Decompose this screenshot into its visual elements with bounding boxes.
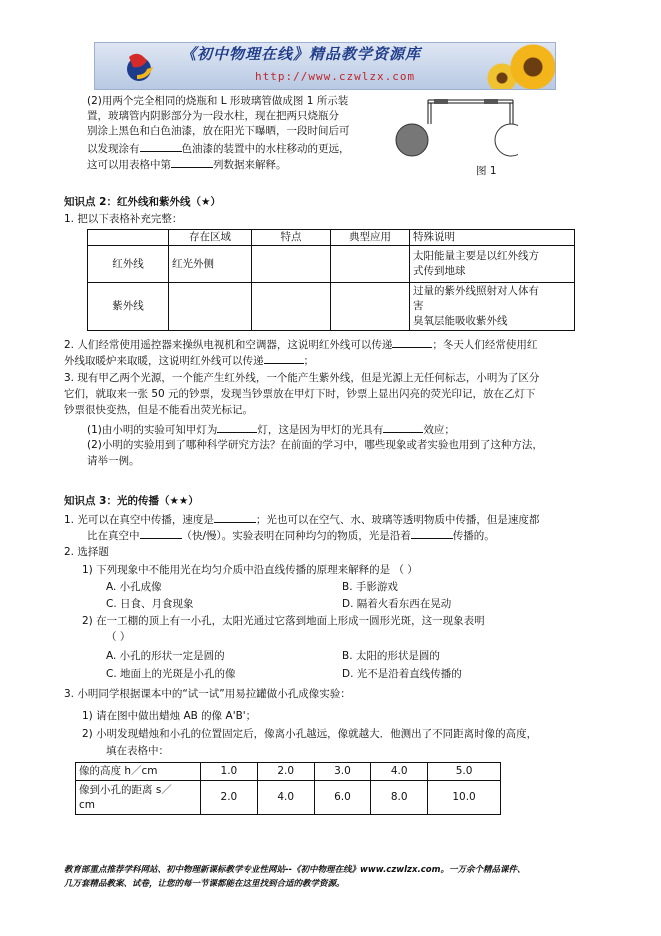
question-text: 钞票很快变热，但是不能看出荧光标记。	[64, 404, 253, 416]
blank-field[interactable]	[383, 421, 423, 433]
blank-field[interactable]	[214, 511, 256, 523]
choice-option[interactable]: D. 隔着火看东西在晃动	[342, 598, 452, 610]
choice-option[interactable]: C. 日食、月食现象	[106, 598, 194, 610]
blank-field[interactable]	[411, 527, 453, 539]
choice-option[interactable]: B. 手影游戏	[342, 581, 398, 593]
table-cell-empty[interactable]	[252, 283, 331, 331]
intro-line: 置，玻璃管内阴影部分为一段水柱，现在把两只烧瓶分	[87, 110, 339, 122]
choice-option[interactable]: A. 小孔成像	[106, 581, 162, 593]
table-header-row: 存在区域 特点 典型应用 特殊说明	[88, 230, 575, 246]
header-banner	[94, 42, 556, 90]
blank-field[interactable]	[140, 140, 182, 152]
choice-option[interactable]: D. 光不是沿着直线传播的	[342, 668, 462, 680]
choice-option[interactable]: C. 地面上的光斑是小孔的像	[106, 668, 236, 680]
blank-field[interactable]	[217, 421, 257, 433]
question-text: 3. 小明同学根据课本中的“试一试”用易拉罐做小孔成像实验：	[64, 688, 351, 700]
figure-1-label: 图 1	[476, 165, 497, 177]
section-3-heading: 知识点 3：光的传播（★★）	[64, 495, 199, 507]
footer-line: 几万套精品教案、试卷，让您的每一节课都能在这里找到合适的教学资源。	[64, 879, 345, 889]
blank-field[interactable]	[171, 156, 213, 168]
question-text: 外线取暖炉来取暖，这说明红外线可以传递 ；	[64, 352, 314, 369]
figure-1-flasks	[388, 92, 518, 162]
footer-line: 教育部重点推荐学科网站、初中物理新课标教学专业性网站--《初中物理在线》www.czwlzx.com。一万余个精品课件、	[64, 865, 526, 875]
question-text: 2. 选择题	[64, 546, 109, 558]
banner-url[interactable]: http://www.czwlzx.com	[255, 70, 416, 83]
infrared-uv-table	[87, 229, 575, 331]
intro-line: 别涂上黑色和白色油漆，放在阳光下曝晒，一段时间后可	[87, 125, 350, 137]
choice-option[interactable]: B. 太阳的形状是圆的	[342, 650, 440, 662]
question-text: 3. 现有甲乙两个光源，一个能产生红外线，一个能产生紫外线，但是光源上无任何标志，小明为了区分	[64, 372, 540, 384]
question-text: (1)由小明的实验可知甲灯为 灯，这是因为甲灯的光具有 效应；	[87, 421, 455, 438]
question-text: 它们，就取来一张 50 元的钞票，发现当钞票放在甲灯下时，钞票上显出闪亮的荧光印记，放在乙灯下	[64, 388, 536, 400]
question-text: (2)小明的实验用到了哪种科学研究方法？在前面的学习中，哪些现象或者实验也用到了这种方法，	[87, 439, 543, 451]
table-row: 红外线 红光外侧 太阳能量主要是以红外线方 式传到地球	[88, 246, 575, 283]
blank-field[interactable]	[264, 352, 304, 364]
table-cell-empty[interactable]	[252, 246, 331, 283]
intro-line: (2)用两个完全相同的烧瓶和 L 形玻璃管做成图 1 所示装	[87, 95, 349, 107]
sunflower-icon	[503, 42, 556, 90]
question-text: 2) 在一工棚的顶上有一小孔，太阳光通过它落到地面上形成一圆形光斑，这一现象表明	[82, 615, 485, 627]
table-row: 像到小孔的距离 s／ cm 2.0 4.0 6.0 8.0 10.0	[76, 781, 501, 815]
table-cell-empty[interactable]	[331, 246, 410, 283]
question-text: 填在表格中：	[106, 745, 169, 757]
blank-field[interactable]	[140, 527, 182, 539]
question-text: 1) 请在图中做出蜡烛 AB 的像 A'B'；	[82, 710, 257, 722]
question-text: 2. 人们经常使用遥控器来操纵电视机和空调器，这说明红外线可以传递 ；冬天人们经常使用红	[64, 336, 537, 353]
question-text: 2) 小明发现蜡烛和小孔的位置固定后，像离小孔越远，像就越大．他测出了不同距离时像的高度，	[82, 728, 538, 740]
pinhole-data-table	[75, 762, 501, 815]
banner-title: 《初中物理在线》精品教学资源库	[181, 45, 422, 63]
question-text: 1. 光可以在真空中传播，速度是 ；光也可以在空气、水、玻璃等透明物质中传播，但是速度都	[64, 511, 539, 528]
table-cell-empty[interactable]	[169, 283, 252, 331]
intro-line: 以发现涂有 色油漆的装置中的水柱移动的更远，	[87, 140, 350, 157]
section-2-heading: 知识点 2：红外线和紫外线（★）	[64, 196, 221, 208]
table-row: 像的高度 h／cm 1.0 2.0 3.0 4.0 5.0	[76, 763, 501, 781]
question-text: 比在真空中 （快/慢）。实验表明在同种均匀的物质，光是沿着 传播的。	[87, 527, 495, 544]
question-text: 1) 下列现象中不能用光在均匀介质中沿直线传播的原理来解释的是 （ ）	[82, 564, 418, 576]
intro-line: 这可以用表格中第 列数据来解释。	[87, 156, 287, 173]
answer-paren: （ ）	[106, 631, 131, 643]
table-cell-empty[interactable]	[331, 283, 410, 331]
choice-option[interactable]: A. 小孔的形状一定是圆的	[106, 650, 225, 662]
question-text: 请举一例。	[87, 455, 140, 467]
table-row: 紫外线 过量的紫外线照射对人体有 害 臭氧层能吸收紫外线	[88, 283, 575, 331]
site-logo-icon	[123, 49, 157, 83]
blank-field[interactable]	[392, 336, 432, 348]
question-text: 1. 把以下表格补充完整：	[64, 213, 183, 225]
